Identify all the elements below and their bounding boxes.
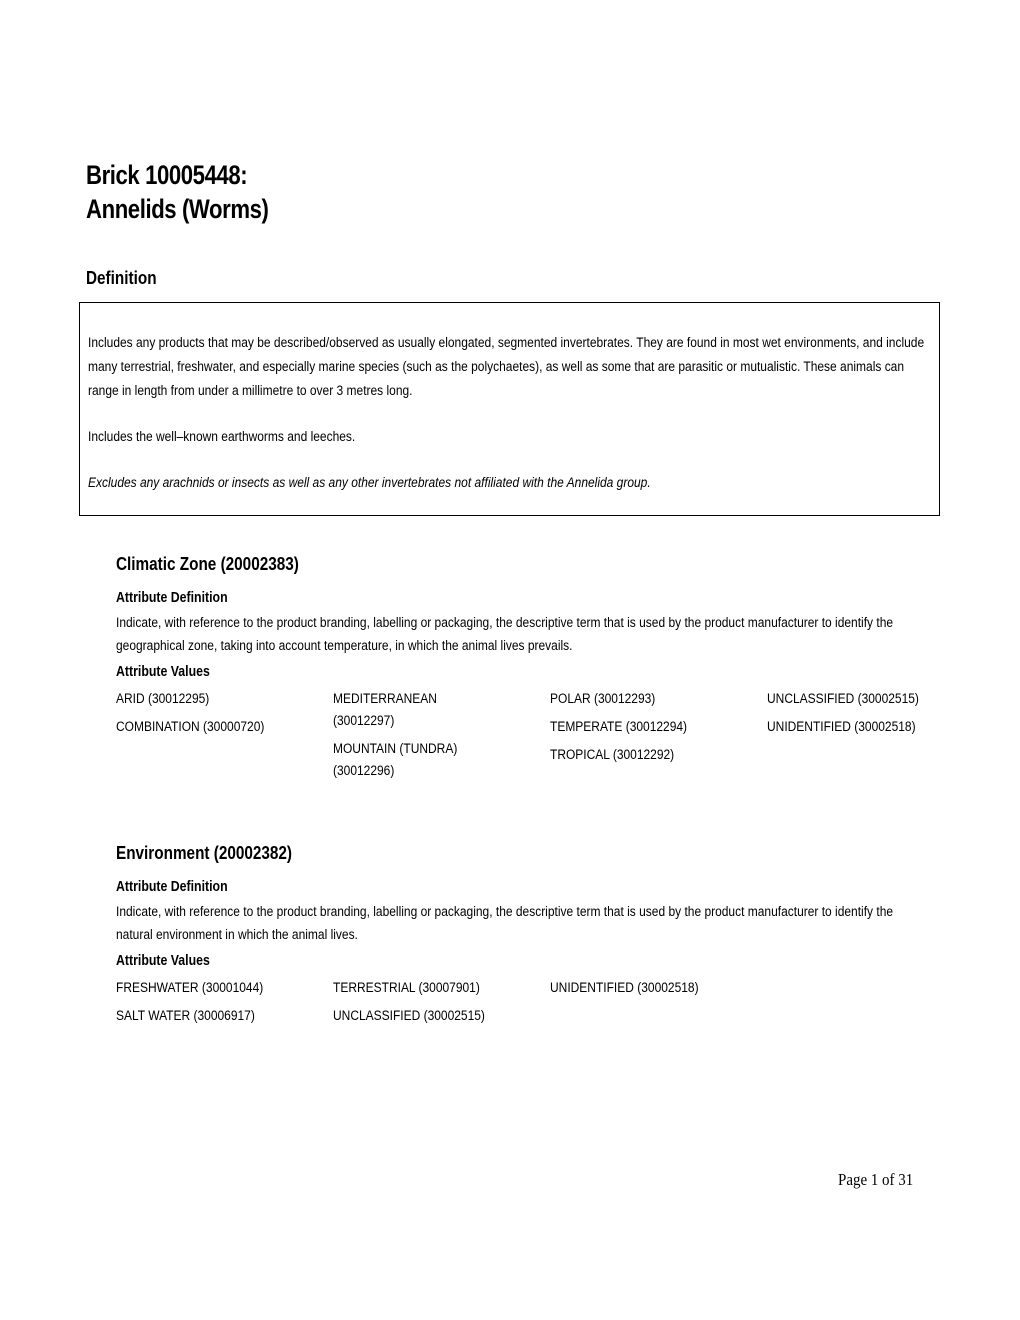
attribute-definition-label: Attribute Definition	[116, 590, 228, 606]
definition-includes-note: Includes the well–known earthworms and leeches.	[88, 429, 356, 445]
attribute-value: ARID (30012295)	[116, 691, 210, 707]
attribute-section-environment	[116, 841, 946, 1037]
attribute-value: UNIDENTIFIED (30002518)	[550, 980, 699, 996]
page-number: Page 1 of 31	[838, 1170, 914, 1189]
values-column	[333, 688, 463, 788]
attribute-values-label: Attribute Values	[116, 664, 210, 680]
attribute-values-grid	[116, 977, 946, 1037]
brick-title-line1: Brick 10005448:	[86, 160, 248, 190]
values-column	[116, 688, 326, 744]
definition-includes-paragraph: Includes any products that may be described/observed as usually elongated, segmented invertebrates. They are found in most wet environments, and include many terrestrial, freshwater, and especially marine species (such as the polychaetes), as well as some that are parasitic or mutualistic. These animals can range in length from under a millimetre to over 3 metres long.	[88, 335, 925, 399]
values-column	[767, 688, 977, 744]
attribute-value: UNIDENTIFIED (30002518)	[767, 719, 916, 735]
attribute-value: TERRESTRIAL (30007901)	[333, 980, 480, 996]
values-column	[550, 977, 760, 1005]
attribute-title: Climatic Zone (20002383)	[116, 554, 299, 574]
attribute-value: TROPICAL (30012292)	[550, 747, 675, 763]
values-column	[550, 688, 760, 772]
attribute-value: COMBINATION (30000720)	[116, 719, 265, 735]
attribute-value: SALT WATER (30006917)	[116, 1008, 255, 1024]
brick-title	[86, 158, 268, 226]
attribute-value: UNCLASSIFIED (30002515)	[767, 691, 919, 707]
attribute-section-climatic-zone	[116, 552, 946, 788]
attribute-value: FRESHWATER (30001044)	[116, 980, 264, 996]
attribute-value: POLAR (30012293)	[550, 691, 656, 707]
attribute-values-label: Attribute Values	[116, 953, 210, 969]
brick-title-line2: Annelids (Worms)	[86, 194, 269, 224]
attribute-title: Environment (20002382)	[116, 843, 293, 863]
attribute-definition-label: Attribute Definition	[116, 879, 228, 895]
definition-excludes-paragraph: Excludes any arachnids or insects as well as any other invertebrates not affiliated with the Annelida group.	[88, 475, 651, 491]
values-column	[333, 977, 543, 1033]
attribute-definition-text: Indicate, with reference to the product branding, labelling or packaging, the descriptive term that is used by the product manufacturer to identify the geographical zone, taking into account temperature, in which the animal lives prevails.	[116, 615, 894, 654]
attribute-definition-text: Indicate, with reference to the product branding, labelling or packaging, the descriptive term that is used by the product manufacturer to identify the natural environment in which the animal lives.	[116, 904, 894, 943]
attribute-value: UNCLASSIFIED (30002515)	[333, 1008, 485, 1024]
definition-heading: Definition	[86, 268, 157, 288]
attribute-value: MEDITERRANEAN (30012297)	[333, 691, 437, 729]
values-column	[116, 977, 326, 1033]
attribute-value: TEMPERATE (30012294)	[550, 719, 688, 735]
attribute-values-grid	[116, 688, 946, 788]
attribute-value: MOUNTAIN (TUNDRA) (30012296)	[333, 741, 458, 779]
definition-box	[79, 302, 940, 516]
